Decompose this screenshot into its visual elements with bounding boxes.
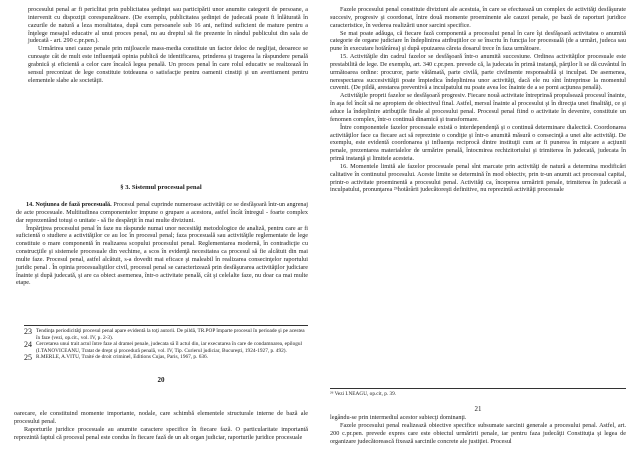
footnote-text: Tendinţa periodicităţi procesul penal apare evidentă la toţi autorii. De pildă, TR.POP împarte procesul în perioade şi pe acestea în faze (vezi, op.cit., vol. IV, p. 2-3). xyxy=(36,328,305,341)
section-heading: § 3. Sistemul procesual penal xyxy=(120,184,202,191)
paragraph: 15. Activităţile din cadrul fazelor se desfăşoară într-o anumită succesiune. Ordinea activităţilor procesuale este prestabilită de lege. De exemplu, art. 340 c.pr.pen. prevede că, la judecata în primă instanţă, părţilor li se dă cuvântul în următoarea ordine: procuror, parte vătămată, parte civilă, parte civilmente responsabilă şi inculpat. De asemenea, nerespectarea succesivităţii poate împiedica îndeplinirea unor activităţi, dacă ele nu sînt întreprinse la momentul cuvenit. (De pildă, arestarea preventivă a inculpatului nu poate avea loc înainte de a se porni acţiunea penală). xyxy=(330,53,626,92)
footnote-text: Cercetarea unui trait actul între faze al dramei penale, judecata să îl actul din, iar executarea în care de condamnarea, epilogul (I.TANOVICEANU, Tratat de drept şi procedură penală, vol. IV, Tip. Curierul judiciar, Bucureşti, 1924-1927, p. 492). xyxy=(36,341,303,354)
paragraph: Urmărirea unei cauze penale prin mijloacele mass-media constituie un factor deloc de neglijat, deoarece se cunoaşte cât de mult este influenţată opinia publică de identificarea, prinderea şi tragerea la răspundere penală grabnică şi eficientă a celor care încalcă legea penală. Un proces penal în care rolul educativ se realizează în sensul preconizat de lege constituie totdeauna o satisfacţie pentru oamenii cinstiţi şi un avertisment pentru elementele slabe ale societăţii. xyxy=(28,45,308,84)
lead-phrase: 14. Noţiunea de fază procesuală. xyxy=(26,201,112,208)
paragraph: legându-se prin intermediul acestor subiecţi dominanţi. xyxy=(330,414,467,421)
left-upper-text xyxy=(14,6,308,84)
left-mid-text xyxy=(14,201,308,287)
paragraph: Împărţirea procesului penal în faze nu răspunde numai unor necesităţi metodologice de analiză, pentru care ar fi suficientă o studiere a activităţilor ce au loc în procesul penal; faza procesuală sau activităţile reglementate de lege constituie o mare componentă în realizarea scopului procesului penal. Reglementarea modernă, în contradicţie cu construcţiile şi sistemele procesuale din vechime, a scos în evidenţă necesitatea ca procesul să fie alcătuit din mai multe faze. Procesul penal, astfel alcătuit, s-a dovedit mai eficace şi maleabil în realizarea consecinţelor raportului juridic penal . În opinia procesualiştilor civil, procesul penal se caracterizează prin desfăşurarea activităţilor judiciare înainte şi după judecată, şi are ca obiect asemenea, într-o activitate penală, cât şi celelalte faze, nu doar ca mai multe etape. xyxy=(16,224,308,287)
right-upper-text xyxy=(330,6,626,194)
footnotes xyxy=(24,325,308,361)
paragraph: procesului penal ar fi periclitat prin publicitatea şedinţei sau participării unor anumite categorii de persoane, a intervenit cu dispoziţii corespunzătoare. (De exemplu, publicitatea şedinţei de judecată poate fi înlăturată în cazurile de natură a leza moralitatea, după cum persoanele sub 16 ani, nefiind suficient de mature pentru a înţelege mesajul educativ al unui proces penal, nu au dreptul să fie prezente în rândul publicului din sala de judecată - art. 290 c.pr.pen.). xyxy=(28,6,308,45)
paragraph: Fazele procesului penal constituie diviziuni ale acestuia, în care se efectuează un complex de activităţi desfăşurate succesiv, progresiv şi coordonat, între două momente proeminente ale cauzei penale, pe bază de raporturi juridice caracteristice, în vederea realizării unor sarcini specifice. xyxy=(330,6,626,29)
footnote-text: R.MERLE, A.VITU, Traité de droit criminel, Editions Cujas, Paris, 1967, p. 636. xyxy=(36,354,208,361)
paragraph: Raporturile juridice procesuale au anumite caractere specifice în fiecare fază. O particularitate importantă reprezintă faptul că procesul penal este condus în fiecare fază de un alt organ judiciar, raporturile juridice procesuale xyxy=(14,425,308,441)
footnote xyxy=(24,328,308,341)
paragraph: Se mai poate adăuga, că fiecare fază componentă a procesului penal în care îşi desfăşoară activitatea o anumită categorie de organe judiciare în îndeplinirea atribuţiilor ce se înscriu în funcţia lor procesuală (de a urmări, judeca sau pune în executare hotărârea) şi după epuizarea căreia dosarul trece în faza următoare. xyxy=(330,29,626,53)
footnote-number: 24 xyxy=(24,340,32,350)
paragraph: 14. Noţiunea de fază procesuală. Procesul penal cuprinde numeroase activităţi ce se desfăşoară într-un angrenaj de acte procesuale. Multitudinea componentelor impune o grupare a acestora, astfel încât întregul - foarte complex dar reprezentând totuşi o unitate - să fie despărţit în mai multe diviziuni. xyxy=(16,201,308,224)
page-number: 20 xyxy=(157,376,165,384)
left-bottom-text xyxy=(14,410,308,441)
paragraph: Activităţile proprii fazelor se desfăşoară progresiv. Fiecare nouă activitate întreprinsă propulsează procesul înainte, în aşa fel încât să ne apropiem de obiectivul final. Astfel, mersul înainte al procesului şi în direcţia unei finalităţi, ce şi aduce la îndeplinire atribuţiile finale al procesului penal. Procesul penal fiind o activitate în devenire, constituie un fenomen complex, într-o continuă dinamică şi transformare. xyxy=(330,92,626,123)
footnote-number: 23 xyxy=(24,327,32,336)
footnote-number: 25 xyxy=(24,353,32,363)
footnote xyxy=(24,341,308,354)
right-bottom-text xyxy=(330,414,626,445)
paragraph: Fazele procesului penal realizează obiective specifice subsumate sarcinii generale a procesului penal. Astfel, art. 200 c.pr.pen. prevede expres care este obiectul urmăririi penale, iar pentru faza judecăţii Constituţia şi legea de organizare judecătorească fixează sarcinile concrete ale justiţiei. Procesul xyxy=(330,421,626,445)
paragraph: Între componentele fazelor procesuale există o interdependenţă şi o continuă determinare dialectică. Coordonarea activităţilor face ca fiecare act să reprezinte o condiţie şi într-o anumită măsură o consecinţă a unei alte activităţi. De exemplu, este evidentă coordonarea şi influenţa reciprocă dintre instituţii cum ar fi punerea în mişcare a acţiunii penale, prezentarea materialelor de urmărire penală, întocmirea rechizitoriului şi trimiterea în judecată, judecata în primă instanţă şi limitele acesteia. xyxy=(330,123,626,163)
left-page xyxy=(14,0,308,451)
footnote: ²⁶ Vezi I.NEAGU, op.cit, p. 39. xyxy=(330,388,626,397)
right-page xyxy=(330,0,626,451)
footnote xyxy=(24,354,308,361)
paragraph: oarecare, ele constituind momente importante, nodale, care schimbă elementele structurale interne de bază ale procesului penal. xyxy=(14,410,308,425)
page-number: 21 xyxy=(474,405,482,413)
paragraph: 16. Momentele limită ale fazelor procesuale penal sînt marcate prin activităţi de natură a determina modificări calitative în continutul procesului. Aceste limite se determină în mod obiectiv, prin tr-un anumit act procesual capital, printr-o activitate proeminentă a procesului penal. Activităţi ca, începerea urmăririi penale, trimiterea în judecată a inculpatului, pronunţarea ²⁶hotărârii judecătoreşti definitive, nu reprezintă activităţi procesuale xyxy=(330,162,626,194)
